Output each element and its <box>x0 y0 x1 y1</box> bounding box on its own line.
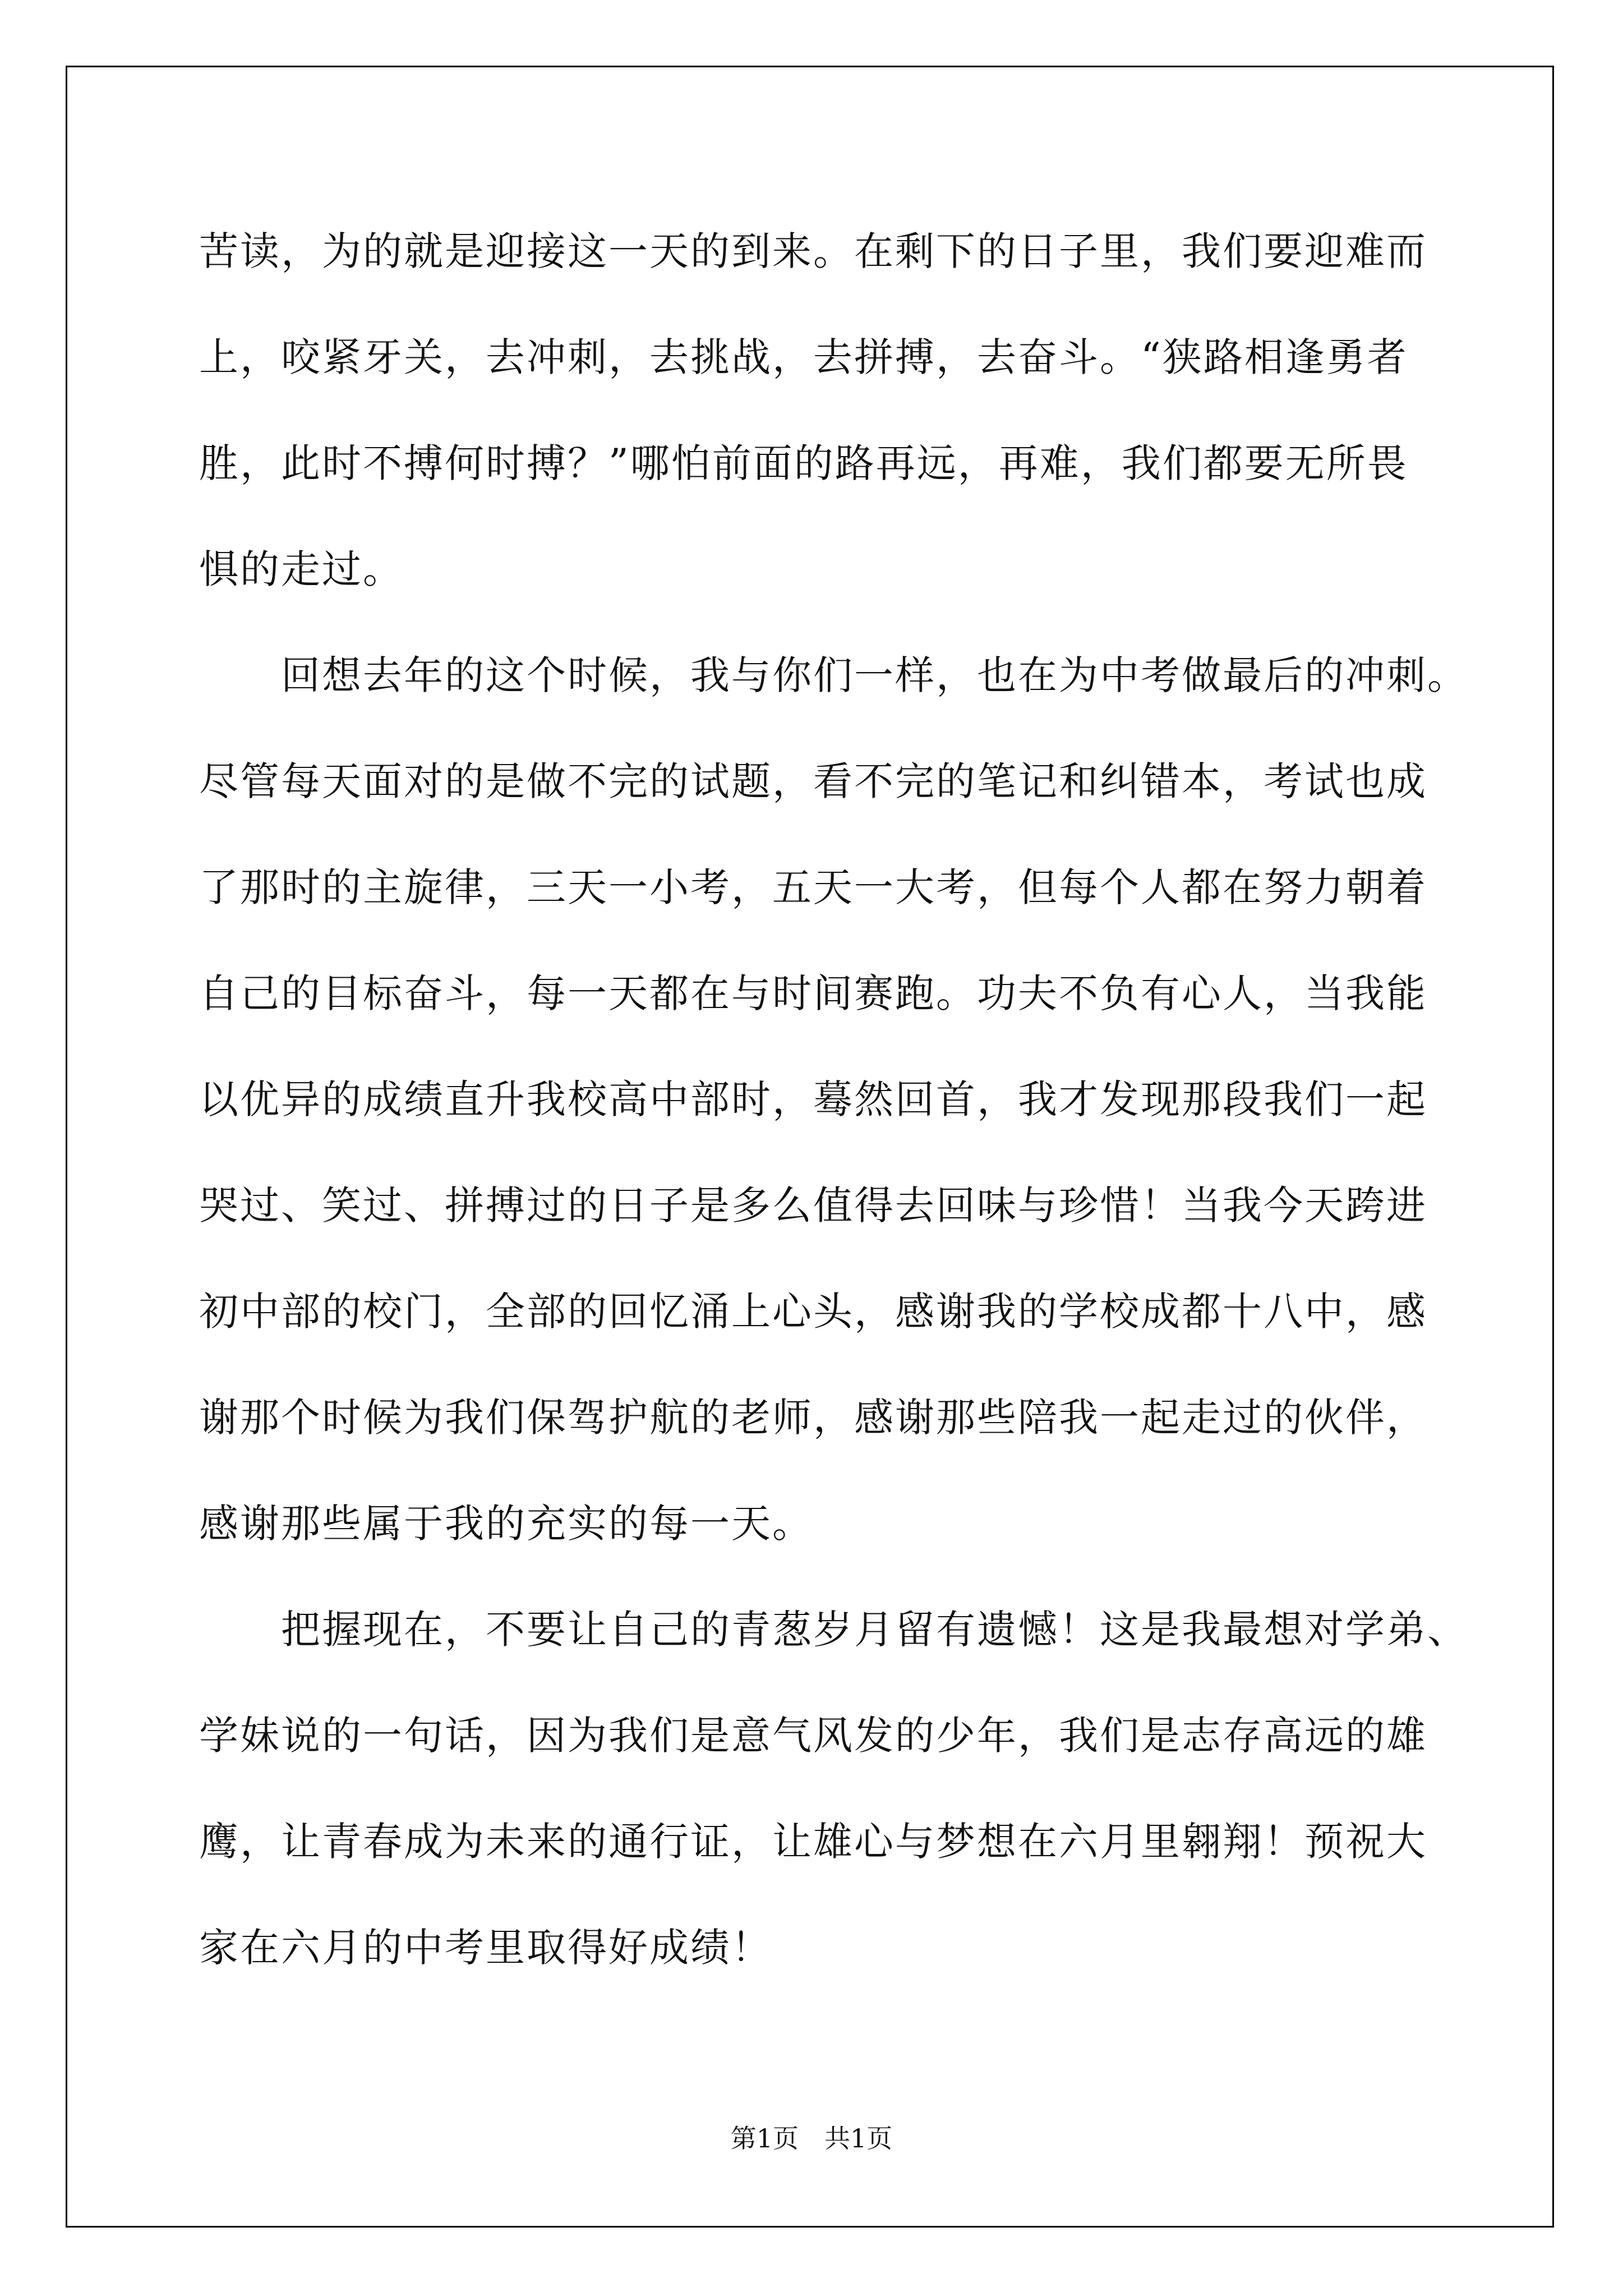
text-line: 尽管每天面对的是做不完的试题，看不完的笔记和纠错本，考试也成 <box>199 758 1427 804</box>
text-line: 感谢那些属于我的充实的每一天。 <box>199 1501 813 1547</box>
page-footer: 第1页 共1页 <box>730 2123 893 2154</box>
text-line: 谢那个时候为我们保驾护航的老师，感谢那些陪我一起走过的伙伴， <box>199 1395 1427 1441</box>
paragraph-2 <box>199 623 1468 1577</box>
text-line: 初中部的校门，全部的回忆涌上心头，感谢我的学校成都十八中，感 <box>199 1289 1427 1335</box>
document-body <box>199 199 1468 2001</box>
text-line: 以优异的成绩直升我校高中部时，蓦然回首，我才发现那段我们一起 <box>199 1076 1427 1122</box>
text-line: 胜，此时不搏何时搏？”哪怕前面的路再远，再难，我们都要无所畏 <box>199 440 1408 486</box>
text-line: 苦读，为的就是迎接这一天的到来。在剩下的日子里，我们要迎难而 <box>199 228 1427 274</box>
text-line: 鹰，让青春成为未来的通行证，让雄心与梦想在六月里翱翔！预祝大 <box>199 1819 1427 1865</box>
paragraph-1 <box>199 199 1468 623</box>
text-line: 学妹说的一句话，因为我们是意气风发的少年，我们是志存高远的雄 <box>199 1713 1427 1759</box>
text-line: 回想去年的这个时候，我与你们一样，也在为中考做最后的冲刺。 <box>281 652 1468 698</box>
text-line: 家在六月的中考里取得好成绩！ <box>199 1925 772 1971</box>
text-line: 哭过、笑过、拼搏过的日子是多么值得去回味与珍惜！当我今天跨进 <box>199 1182 1427 1228</box>
paragraph-3 <box>199 1577 1468 2001</box>
text-line: 自己的目标奋斗，每一天都在与时间赛跑。功夫不负有心人，当我能 <box>199 970 1427 1016</box>
text-line: 把握现在，不要让自己的青葱岁月留有遗憾！这是我最想对学弟、 <box>281 1607 1468 1653</box>
text-line: 了那时的主旋律，三天一小考，五天一大考，但每个人都在努力朝着 <box>199 864 1427 910</box>
text-line: 上，咬紧牙关，去冲刺，去挑战，去拼搏，去奋斗。“狭路相逢勇者 <box>199 334 1408 380</box>
text-line: 惧的走过。 <box>199 546 404 592</box>
